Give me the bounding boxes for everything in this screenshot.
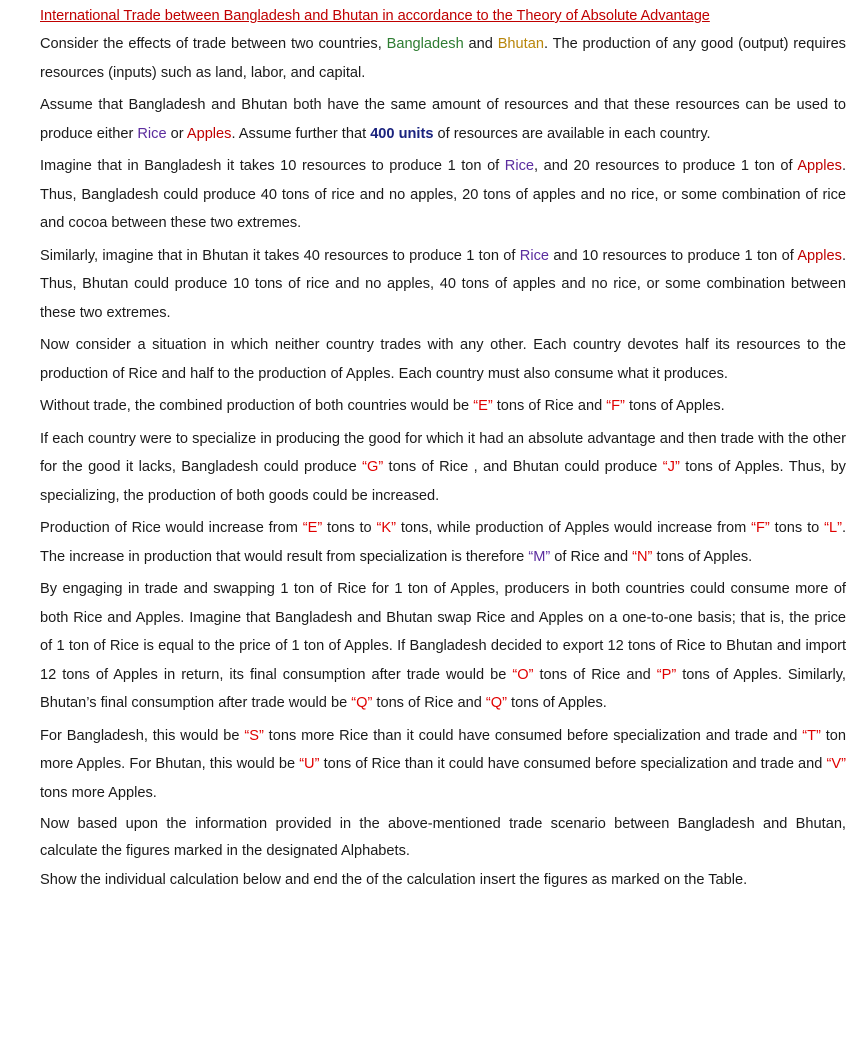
paragraph-intro: [40, 30, 846, 87]
paragraph-resources: [40, 91, 846, 148]
text: . The increase in production that would result from specialization is therefore: [40, 520, 846, 565]
marker-p: “P”: [656, 666, 677, 683]
paragraph-trade-swap: [40, 575, 846, 718]
text: . Assume further that: [231, 125, 371, 142]
text: tons of Rice and: [372, 695, 486, 711]
good-apples: Apples: [797, 247, 842, 264]
marker-q: “Q”: [351, 695, 373, 711]
marker-f: “F”: [751, 520, 770, 536]
text: tons of Apples.: [652, 548, 753, 565]
good-apples: Apples: [186, 125, 232, 142]
text: of Rice and: [550, 548, 633, 565]
marker-e: “E”: [473, 398, 493, 414]
text: and: [463, 36, 498, 52]
text: tons to: [769, 520, 825, 536]
page-title: International Trade between Bangladesh and Bhutan in accordance to the Theory of Absolute Advantage: [40, 8, 710, 24]
text: or: [166, 125, 187, 142]
text: Assume that Bangladesh and Bhutan both have the same amount of resources and that these resources can be used to produce either: [40, 97, 846, 142]
paragraph-bangladesh-production: [40, 152, 846, 238]
marker-k: “K”: [376, 520, 396, 536]
paragraph-specialization: [40, 425, 846, 511]
country-bhutan: Bhutan: [497, 36, 544, 52]
text: and 10 resources to produce 1 ton of: [548, 247, 798, 264]
paragraph-gains: [40, 722, 846, 808]
text: Production of Rice would increase from: [40, 520, 303, 536]
paragraph-no-trade: Now consider a situation in which neither country trades with any other. Each country devotes half its resources to the production of Rice and half to the production of Apples. Each country must also consume what it produces.: [40, 337, 846, 382]
text: tons more Apples.: [40, 784, 157, 801]
text: tons to: [322, 520, 377, 536]
paragraph-calculation-note: Show the individual calculation below and end the of the calculation insert the figures as marked on the Table.: [40, 872, 748, 888]
marker-t: “T”: [802, 727, 821, 744]
marker-n: “N”: [632, 548, 653, 565]
text: of resources are available in each country.: [433, 125, 711, 142]
good-rice: Rice: [137, 125, 167, 142]
text: ton more Apples. For Bhutan, this would be: [40, 727, 846, 772]
text: Similarly, imagine that in Bhutan it takes 40 resources to produce 1 ton of: [40, 247, 520, 264]
text: . Thus, Bhutan could produce 10 tons of rice and no apples, 40 tons of apples and no rice, or some combination between these two extremes.: [40, 247, 846, 321]
marker-s: “S”: [244, 727, 264, 744]
text: tons of Apples. Thus, by specializing, the production of both goods could be increased.: [40, 459, 846, 504]
good-apples: Apples: [797, 158, 842, 174]
text: tons of Apples. Similarly, Bhutan’s final consumption after trade would be: [40, 666, 846, 711]
good-rice: Rice: [519, 247, 549, 264]
paragraph-instructions: Now based upon the information provided in the above-mentioned trade scenario between Bangladesh and Bhutan, calculate the figures marked in the designated Alphabets.: [40, 816, 846, 859]
text: tons of Rice and: [492, 398, 607, 414]
text: For Bangladesh, this would be: [40, 727, 245, 744]
text: . Thus, Bangladesh could produce 40 tons of rice and no apples, 20 tons of apples and no rice, or some combination of rice and cocoa between these two extremes.: [40, 158, 846, 231]
text: tons of Apples.: [507, 695, 607, 711]
paragraph-increase: [40, 514, 846, 571]
text: If each country were to specialize in producing the good for which it had an absolute advantage and then trade with the other for the good it lacks, Bangladesh could produce: [40, 430, 846, 475]
marker-g: “G”: [362, 459, 384, 475]
marker-e: “E”: [302, 520, 323, 536]
text: tons of Rice than it could have consumed before specialization and trade and: [319, 756, 827, 772]
marker-q: “Q”: [485, 695, 507, 711]
text: Without trade, the combined production of both countries would be: [40, 398, 474, 414]
text: tons, while production of Apples would increase from: [395, 520, 752, 536]
marker-v: “V”: [826, 756, 846, 772]
marker-o: “O”: [512, 666, 534, 683]
text: , and 20 resources to produce 1 ton of: [534, 158, 798, 174]
good-rice: Rice: [504, 158, 534, 174]
country-bangladesh: Bangladesh: [386, 36, 464, 52]
text: tons of Apples.: [624, 398, 725, 414]
text: tons of Rice and: [533, 666, 657, 683]
marker-u: “U”: [299, 756, 320, 772]
paragraph-combined-production: [40, 392, 846, 421]
text: By engaging in trade and swapping 1 ton of Rice for 1 ton of Apples, producers in both countries could consume more of both Rice and Apples. Imagine that Bangladesh and Bhutan swap Rice and Apples on a one-to-one basis; that is, the price of 1 ton of Rice is equal to the price of 1 ton of Apples. If Bangladesh decided to export 12 tons of Rice to Bhutan and import 12 tons of Apples in return, its final consumption after trade would be: [40, 581, 846, 683]
text: . The production of any good (output) requires resources (inputs) such as land, labor, and capital.: [40, 36, 846, 81]
text: Imagine that in Bangladesh it takes 10 resources to produce 1 ton of: [40, 158, 505, 174]
paragraph-bhutan-production: [40, 242, 846, 328]
marker-j: “J”: [662, 459, 680, 475]
marker-l: “L”: [824, 520, 842, 536]
text: tons more Rice than it could have consumed before specialization and trade and: [263, 727, 803, 744]
marker-m: “M”: [528, 548, 551, 565]
resource-units: 400 units: [370, 125, 434, 142]
text: tons of Rice , and Bhutan could produce: [383, 459, 663, 475]
marker-f: “F”: [606, 398, 625, 414]
text: Consider the effects of trade between two countries,: [40, 36, 387, 52]
